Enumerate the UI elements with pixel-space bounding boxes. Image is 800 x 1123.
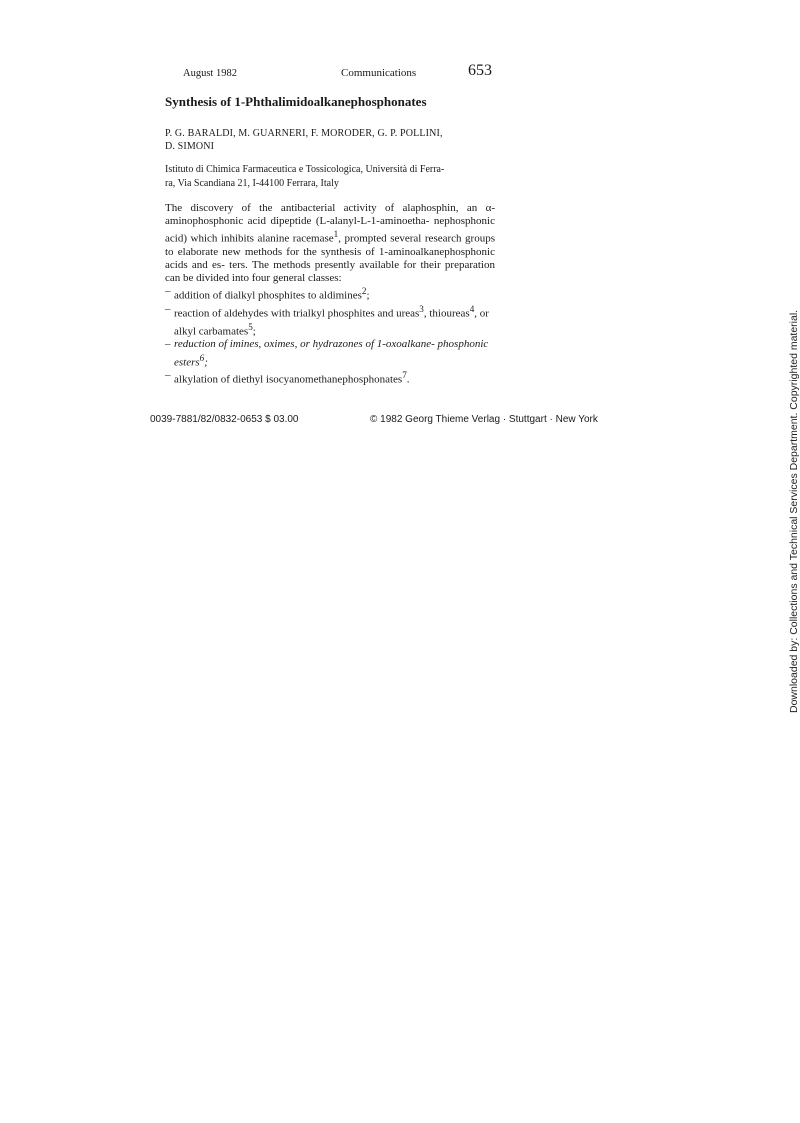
affiliation — [165, 163, 495, 190]
download-watermark: Downloaded by: Collections and Technical Services Department. Copyrighted material. — [788, 309, 800, 713]
method-text: addition of dialkyl phosphites to aldimines — [174, 289, 362, 302]
intro-text: , prompted several research groups to elaborate new methods for the synthesis of 1-aminoalkanephosphonic acids and es- ters. The methods presently available for their preparation can be divided into four general classes: — [165, 232, 496, 285]
issue-date: August 1982 — [183, 68, 237, 79]
reference-mark: 4 — [469, 303, 475, 314]
page-footer — [150, 414, 650, 430]
method-item — [165, 338, 495, 369]
reference-mark: 3 — [419, 303, 424, 314]
method-item — [165, 303, 495, 339]
method-item — [165, 285, 495, 303]
method-punctuation: ; — [204, 356, 208, 369]
method-text: alkylation of diethyl isocyanomethanephosphonates — [174, 373, 403, 386]
intro-paragraph — [165, 202, 495, 285]
affiliation-line-2: ra, Via Scandiana 21, I-44100 Ferrara, Italy — [165, 177, 339, 189]
authors-line-1: P. G. BARALDI, M. GUARNERI, F. MORODER, G. P. POLLINI, — [165, 128, 443, 139]
method-text: , thioureas — [423, 307, 470, 320]
running-header — [183, 62, 498, 84]
reference-mark: 7 — [402, 370, 407, 381]
reference-mark: 5 — [248, 321, 253, 332]
article-title: Synthesis of 1-Phthalimidoalkanephosphonates — [165, 94, 427, 109]
authors-line-2: D. SIMONI — [165, 141, 215, 152]
article-code: 0039-7881/82/0832-0653 $ 03.00 — [150, 414, 299, 425]
page-number: 653 — [468, 62, 492, 79]
method-punctuation: ; — [366, 289, 370, 302]
reference-mark: 2 — [361, 286, 367, 297]
method-punctuation: . — [406, 373, 410, 386]
method-punctuation: ; — [252, 325, 256, 338]
author-list — [165, 127, 495, 153]
reference-mark: 1 — [333, 229, 339, 240]
method-text: reaction of aldehydes with trialkyl phosphites and ureas — [174, 307, 420, 320]
method-text: reduction of imines, oximes, or hydrazones of 1-oxoalkane- phosphonic esters — [174, 338, 489, 369]
affiliation-line-1: Istituto di Chimica Farmaceutica e Tossicologica, Università di Ferra- — [165, 164, 445, 175]
intro-text: The discovery of the antibacterial activity of alaphosphin, an α-aminophosphonic acid dipeptide (L-alanyl-L-1-aminoetha- nephosphonic acid) which inhibits alanine racemase — [165, 202, 495, 245]
section-name: Communications — [341, 67, 417, 79]
methods-list — [165, 285, 495, 387]
reference-mark: 6 — [199, 352, 205, 363]
method-text: , or alkyl carbamates — [174, 307, 489, 338]
method-item — [165, 369, 495, 387]
article-body — [165, 202, 495, 387]
copyright-line: © 1982 Georg Thieme Verlag · Stuttgart · New York — [370, 414, 598, 425]
